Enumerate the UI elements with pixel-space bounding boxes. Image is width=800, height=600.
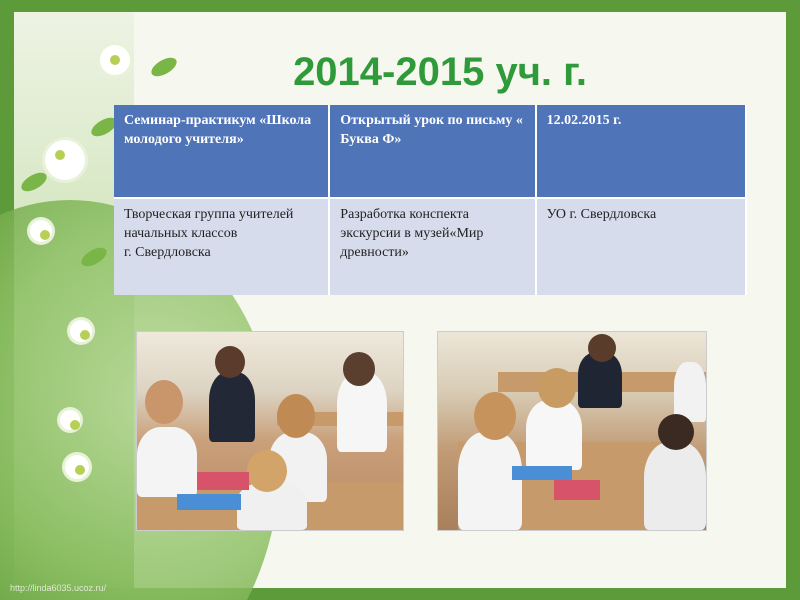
table-cell: Творческая группа учителей начальных классов г. Свердловска bbox=[114, 198, 329, 295]
pupil bbox=[209, 372, 255, 442]
table-cell: Разработка конспекта экскурсии в музей«Мир древности» bbox=[329, 198, 535, 295]
table-cell: 12.02.2015 г. bbox=[536, 105, 746, 198]
pupil-head bbox=[658, 414, 694, 450]
table-row bbox=[114, 198, 746, 295]
classroom-photo-1 bbox=[136, 331, 404, 531]
footer-url: http://linda6035.ucoz.ru/ bbox=[10, 583, 107, 593]
table-cell: Семинар-практикум «Школа молодого учителя» bbox=[114, 105, 329, 198]
textbook bbox=[197, 472, 249, 490]
classroom-photo-2 bbox=[437, 331, 707, 531]
pupil bbox=[526, 400, 582, 470]
events-table bbox=[114, 105, 747, 295]
pupil-head bbox=[145, 380, 183, 424]
flower-icon bbox=[60, 410, 80, 430]
pupil-head bbox=[215, 346, 245, 378]
flower-icon bbox=[100, 45, 130, 75]
flower-icon bbox=[65, 455, 89, 479]
pupil-head bbox=[474, 392, 516, 440]
flower-icon bbox=[30, 220, 52, 242]
textbook bbox=[554, 480, 600, 500]
table-row bbox=[114, 105, 746, 198]
flower-icon bbox=[45, 140, 85, 180]
pupil-head bbox=[588, 334, 616, 362]
pupil bbox=[137, 427, 197, 497]
flower-icon bbox=[70, 320, 92, 342]
textbook bbox=[177, 494, 241, 510]
textbook bbox=[512, 466, 572, 480]
table-cell: УО г. Свердловска bbox=[536, 198, 746, 295]
pupil-head bbox=[247, 450, 287, 492]
pupil bbox=[644, 442, 706, 530]
pupil bbox=[458, 432, 522, 530]
pupil-head bbox=[343, 352, 375, 386]
pupil-head bbox=[538, 368, 576, 408]
table-cell: Открытый урок по письму « Буква Ф» bbox=[329, 105, 535, 198]
pupil bbox=[674, 362, 706, 422]
pupil-head bbox=[277, 394, 315, 438]
slide-title: 2014-2015 уч. г. bbox=[293, 50, 587, 94]
